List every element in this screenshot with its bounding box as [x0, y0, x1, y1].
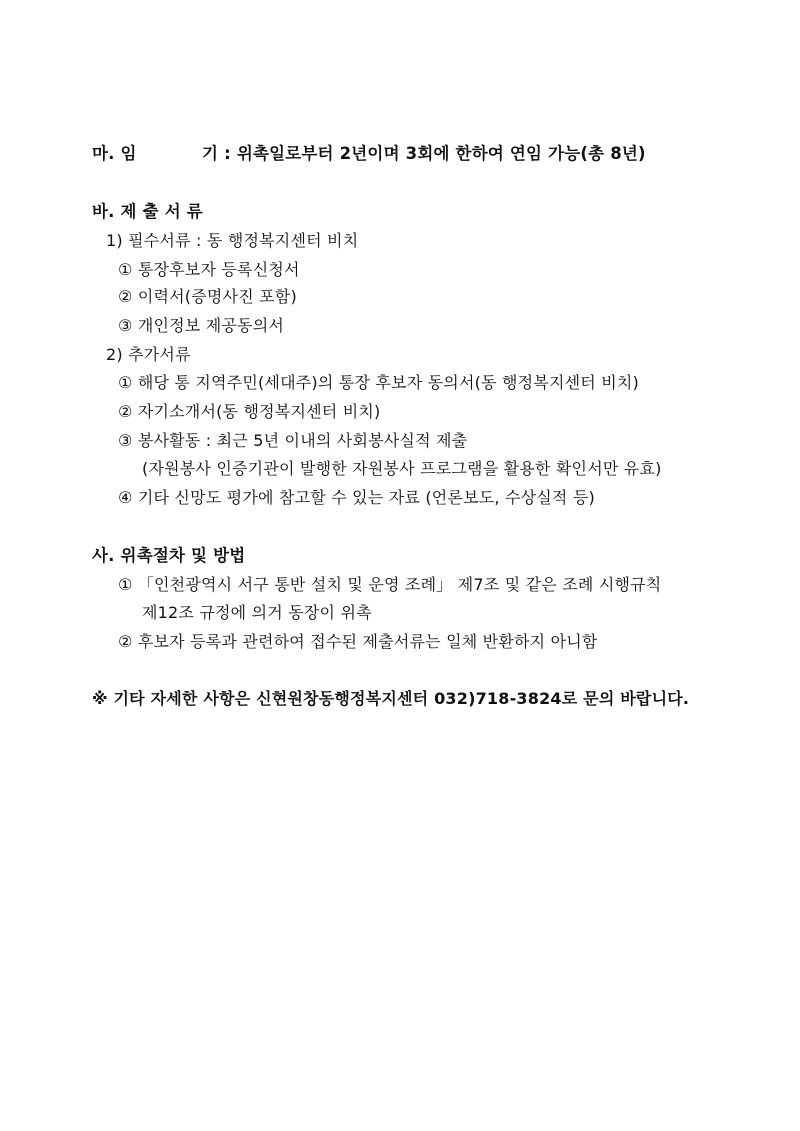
procedure-item: ② 후보자 등록과 관련하여 접수된 제출서류는 일체 반환하지 아니함	[118, 632, 598, 651]
term-line	[92, 144, 646, 164]
term-label: 마. 임	[92, 144, 137, 163]
additional-document-item: ③ 봉사활동 : 최근 5년 이내의 사회봉사실적 제출	[118, 431, 468, 450]
documents-heading: 바. 제 출 서 류	[92, 202, 203, 221]
required-document-item: ② 이력서(증명사진 포함)	[118, 287, 297, 306]
required-document-item: ③ 개인정보 제공동의서	[118, 316, 285, 335]
required-documents-title: 1) 필수서류 : 동 행정복지센터 비치	[106, 231, 359, 250]
additional-document-item: ④ 기타 신망도 평가에 참고할 수 있는 자료 (언론보도, 수상실적 등)	[118, 488, 595, 507]
procedure-item: ① 「인천광역시 서구 통반 설치 및 운영 조례」 제7조 및 같은 조례 시행규칙	[118, 575, 662, 594]
procedure-heading: 사. 위촉절차 및 방법	[92, 546, 246, 565]
term-text: 기 : 위촉일로부터 2년이며 3회에 한하여 연임 가능(총 8년)	[202, 144, 646, 163]
required-document-item: ① 통장후보자 등록신청서	[118, 260, 300, 279]
additional-documents-title: 2) 추가서류	[106, 345, 191, 364]
procedure-item-continued: 제12조 규정에 의거 동장이 위촉	[142, 603, 372, 622]
additional-document-item-note: (자원봉사 인증기관이 발행한 자원봉사 프로그램을 활용한 확인서만 유효)	[142, 459, 662, 478]
additional-document-item: ② 자기소개서(동 행정복지센터 비치)	[118, 402, 381, 421]
additional-document-item: ① 해당 통 지역주민(세대주)의 통장 후보자 동의서(동 행정복지센터 비치)	[118, 373, 639, 392]
contact-note: ※ 기타 자세한 사항은 신현원창동행정복지센터 032)718-3824로 문의 바랍니다.	[92, 689, 690, 708]
